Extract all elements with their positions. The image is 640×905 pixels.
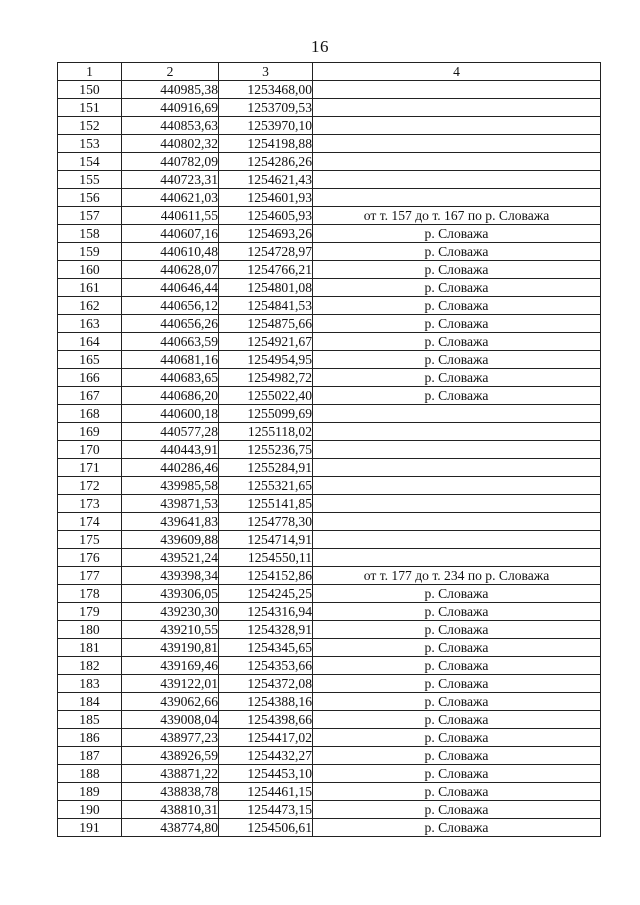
x-coordinate-cell: 440443,91 (122, 441, 219, 459)
table-row (58, 477, 601, 495)
point-number-cell: 156 (58, 189, 122, 207)
x-coordinate-cell: 440686,20 (122, 387, 219, 405)
x-coordinate-cell: 440607,16 (122, 225, 219, 243)
y-coordinate-cell: 1254766,21 (219, 261, 313, 279)
description-cell: р. Словажа (313, 621, 601, 639)
y-coordinate-cell: 1254621,43 (219, 171, 313, 189)
point-number-cell: 187 (58, 747, 122, 765)
description-cell (313, 495, 601, 513)
point-number-cell: 166 (58, 369, 122, 387)
x-coordinate-cell: 440802,32 (122, 135, 219, 153)
column-header-point-number: 1 (58, 63, 122, 81)
table-header-row (58, 63, 601, 81)
y-coordinate-cell: 1254372,08 (219, 675, 313, 693)
table-row (58, 513, 601, 531)
table-row (58, 819, 601, 837)
x-coordinate-cell: 438871,22 (122, 765, 219, 783)
x-coordinate-cell: 438838,78 (122, 783, 219, 801)
description-cell: р. Словажа (313, 801, 601, 819)
table-row (58, 297, 601, 315)
point-number-cell: 151 (58, 99, 122, 117)
y-coordinate-cell: 1254605,93 (219, 207, 313, 225)
y-coordinate-cell: 1254388,16 (219, 693, 313, 711)
y-coordinate-cell: 1255118,02 (219, 423, 313, 441)
point-number-cell: 190 (58, 801, 122, 819)
point-number-cell: 165 (58, 351, 122, 369)
y-coordinate-cell: 1254550,11 (219, 549, 313, 567)
table-row (58, 585, 601, 603)
x-coordinate-cell: 440681,16 (122, 351, 219, 369)
point-number-cell: 174 (58, 513, 122, 531)
x-coordinate-cell: 440985,38 (122, 81, 219, 99)
x-coordinate-cell: 440600,18 (122, 405, 219, 423)
y-coordinate-cell: 1254875,66 (219, 315, 313, 333)
page-number: 16 (311, 37, 329, 56)
point-number-cell: 155 (58, 171, 122, 189)
x-coordinate-cell: 439230,30 (122, 603, 219, 621)
x-coordinate-cell: 439169,46 (122, 657, 219, 675)
table-row (58, 333, 601, 351)
point-number-cell: 159 (58, 243, 122, 261)
x-coordinate-cell: 439210,55 (122, 621, 219, 639)
coordinates-table (57, 62, 601, 837)
x-coordinate-cell: 440656,12 (122, 297, 219, 315)
x-coordinate-cell: 439641,83 (122, 513, 219, 531)
x-coordinate-cell: 439609,88 (122, 531, 219, 549)
table-row (58, 657, 601, 675)
column-header-x-coordinate: 2 (122, 63, 219, 81)
column-header-y-coordinate: 3 (219, 63, 313, 81)
description-cell: р. Словажа (313, 585, 601, 603)
description-cell (313, 99, 601, 117)
x-coordinate-cell: 438926,59 (122, 747, 219, 765)
description-cell (313, 135, 601, 153)
description-cell: р. Словажа (313, 315, 601, 333)
description-cell: р. Словажа (313, 729, 601, 747)
table-row (58, 711, 601, 729)
description-cell: р. Словажа (313, 261, 601, 279)
y-coordinate-cell: 1254506,61 (219, 819, 313, 837)
description-cell: р. Словажа (313, 639, 601, 657)
point-number-cell: 171 (58, 459, 122, 477)
y-coordinate-cell: 1254432,27 (219, 747, 313, 765)
x-coordinate-cell: 439985,58 (122, 477, 219, 495)
y-coordinate-cell: 1254316,94 (219, 603, 313, 621)
x-coordinate-cell: 438977,23 (122, 729, 219, 747)
point-number-cell: 157 (58, 207, 122, 225)
y-coordinate-cell: 1255321,65 (219, 477, 313, 495)
table-row (58, 621, 601, 639)
point-number-cell: 167 (58, 387, 122, 405)
table-row (58, 99, 601, 117)
x-coordinate-cell: 439122,01 (122, 675, 219, 693)
point-number-cell: 168 (58, 405, 122, 423)
y-coordinate-cell: 1254345,65 (219, 639, 313, 657)
x-coordinate-cell: 439398,34 (122, 567, 219, 585)
description-cell: р. Словажа (313, 279, 601, 297)
description-cell: р. Словажа (313, 747, 601, 765)
y-coordinate-cell: 1254714,91 (219, 531, 313, 549)
table-row (58, 639, 601, 657)
y-coordinate-cell: 1254801,08 (219, 279, 313, 297)
table-row (58, 171, 601, 189)
y-coordinate-cell: 1254982,72 (219, 369, 313, 387)
y-coordinate-cell: 1255236,75 (219, 441, 313, 459)
table-row (58, 441, 601, 459)
table-row (58, 315, 601, 333)
point-number-cell: 179 (58, 603, 122, 621)
description-cell (313, 477, 601, 495)
table-row (58, 459, 601, 477)
table-row (58, 423, 601, 441)
description-cell: р. Словажа (313, 333, 601, 351)
x-coordinate-cell: 439062,66 (122, 693, 219, 711)
point-number-cell: 158 (58, 225, 122, 243)
point-number-cell: 163 (58, 315, 122, 333)
table-row (58, 603, 601, 621)
table-row (58, 153, 601, 171)
table-body (58, 81, 601, 837)
x-coordinate-cell: 440621,03 (122, 189, 219, 207)
description-cell: р. Словажа (313, 603, 601, 621)
description-cell: р. Словажа (313, 765, 601, 783)
point-number-cell: 161 (58, 279, 122, 297)
y-coordinate-cell: 1254398,66 (219, 711, 313, 729)
x-coordinate-cell: 439871,53 (122, 495, 219, 513)
table-row (58, 261, 601, 279)
table-row (58, 207, 601, 225)
point-number-cell: 152 (58, 117, 122, 135)
table-row (58, 369, 601, 387)
point-number-cell: 180 (58, 621, 122, 639)
point-number-cell: 182 (58, 657, 122, 675)
description-cell (313, 513, 601, 531)
y-coordinate-cell: 1254473,15 (219, 801, 313, 819)
y-coordinate-cell: 1254245,25 (219, 585, 313, 603)
y-coordinate-cell: 1254601,93 (219, 189, 313, 207)
table-row (58, 729, 601, 747)
point-number-cell: 150 (58, 81, 122, 99)
y-coordinate-cell: 1254152,86 (219, 567, 313, 585)
point-number-cell: 181 (58, 639, 122, 657)
y-coordinate-cell: 1254286,26 (219, 153, 313, 171)
x-coordinate-cell: 440286,46 (122, 459, 219, 477)
point-number-cell: 191 (58, 819, 122, 837)
description-cell (313, 171, 601, 189)
y-coordinate-cell: 1255099,69 (219, 405, 313, 423)
y-coordinate-cell: 1255022,40 (219, 387, 313, 405)
point-number-cell: 154 (58, 153, 122, 171)
table-row (58, 405, 601, 423)
y-coordinate-cell: 1254693,26 (219, 225, 313, 243)
table-row (58, 693, 601, 711)
x-coordinate-cell: 440628,07 (122, 261, 219, 279)
description-cell (313, 81, 601, 99)
description-cell: р. Словажа (313, 675, 601, 693)
description-cell: р. Словажа (313, 819, 601, 837)
point-number-cell: 153 (58, 135, 122, 153)
x-coordinate-cell: 438810,31 (122, 801, 219, 819)
point-number-cell: 164 (58, 333, 122, 351)
point-number-cell: 178 (58, 585, 122, 603)
y-coordinate-cell: 1254778,30 (219, 513, 313, 531)
table-row (58, 801, 601, 819)
x-coordinate-cell: 440663,59 (122, 333, 219, 351)
point-number-cell: 162 (58, 297, 122, 315)
point-number-cell: 173 (58, 495, 122, 513)
description-cell: р. Словажа (313, 693, 601, 711)
point-number-cell: 184 (58, 693, 122, 711)
y-coordinate-cell: 1255284,91 (219, 459, 313, 477)
y-coordinate-cell: 1253970,10 (219, 117, 313, 135)
description-cell: р. Словажа (313, 387, 601, 405)
table-row (58, 675, 601, 693)
point-number-cell: 183 (58, 675, 122, 693)
description-cell (313, 459, 601, 477)
description-cell (313, 531, 601, 549)
point-number-cell: 177 (58, 567, 122, 585)
description-cell: от т. 177 до т. 234 по р. Словажа (313, 567, 601, 585)
y-coordinate-cell: 1253709,53 (219, 99, 313, 117)
point-number-cell: 175 (58, 531, 122, 549)
y-coordinate-cell: 1255141,85 (219, 495, 313, 513)
y-coordinate-cell: 1254841,53 (219, 297, 313, 315)
x-coordinate-cell: 440723,31 (122, 171, 219, 189)
table-row (58, 387, 601, 405)
point-number-cell: 160 (58, 261, 122, 279)
x-coordinate-cell: 440577,28 (122, 423, 219, 441)
x-coordinate-cell: 440683,65 (122, 369, 219, 387)
x-coordinate-cell: 440656,26 (122, 315, 219, 333)
x-coordinate-cell: 438774,80 (122, 819, 219, 837)
table-row (58, 81, 601, 99)
y-coordinate-cell: 1254453,10 (219, 765, 313, 783)
point-number-cell: 169 (58, 423, 122, 441)
x-coordinate-cell: 440611,55 (122, 207, 219, 225)
x-coordinate-cell: 439306,05 (122, 585, 219, 603)
description-cell: р. Словажа (313, 783, 601, 801)
table-row (58, 351, 601, 369)
description-cell: от т. 157 до т. 167 по р. Словажа (313, 207, 601, 225)
table-row (58, 135, 601, 153)
table-row (58, 189, 601, 207)
y-coordinate-cell: 1254728,97 (219, 243, 313, 261)
table-row (58, 549, 601, 567)
description-cell: р. Словажа (313, 297, 601, 315)
table-row (58, 765, 601, 783)
point-number-cell: 185 (58, 711, 122, 729)
x-coordinate-cell: 440610,48 (122, 243, 219, 261)
point-number-cell: 189 (58, 783, 122, 801)
description-cell (313, 189, 601, 207)
y-coordinate-cell: 1254353,66 (219, 657, 313, 675)
description-cell (313, 441, 601, 459)
table-row (58, 495, 601, 513)
description-cell (313, 549, 601, 567)
point-number-cell: 172 (58, 477, 122, 495)
x-coordinate-cell: 440782,09 (122, 153, 219, 171)
description-cell: р. Словажа (313, 243, 601, 261)
table-row (58, 117, 601, 135)
table-row (58, 279, 601, 297)
description-cell: р. Словажа (313, 351, 601, 369)
table-row (58, 225, 601, 243)
y-coordinate-cell: 1254921,67 (219, 333, 313, 351)
table-row (58, 531, 601, 549)
x-coordinate-cell: 439521,24 (122, 549, 219, 567)
y-coordinate-cell: 1254417,02 (219, 729, 313, 747)
y-coordinate-cell: 1254198,88 (219, 135, 313, 153)
y-coordinate-cell: 1254954,95 (219, 351, 313, 369)
y-coordinate-cell: 1253468,00 (219, 81, 313, 99)
x-coordinate-cell: 439190,81 (122, 639, 219, 657)
y-coordinate-cell: 1254328,91 (219, 621, 313, 639)
description-cell: р. Словажа (313, 657, 601, 675)
description-cell: р. Словажа (313, 369, 601, 387)
x-coordinate-cell: 440916,69 (122, 99, 219, 117)
description-cell: р. Словажа (313, 711, 601, 729)
description-cell (313, 153, 601, 171)
x-coordinate-cell: 440853,63 (122, 117, 219, 135)
description-cell (313, 117, 601, 135)
description-cell (313, 423, 601, 441)
point-number-cell: 176 (58, 549, 122, 567)
point-number-cell: 186 (58, 729, 122, 747)
table-row (58, 567, 601, 585)
y-coordinate-cell: 1254461,15 (219, 783, 313, 801)
table-row (58, 747, 601, 765)
x-coordinate-cell: 439008,04 (122, 711, 219, 729)
column-header-description: 4 (313, 63, 601, 81)
point-number-cell: 170 (58, 441, 122, 459)
x-coordinate-cell: 440646,44 (122, 279, 219, 297)
description-cell: р. Словажа (313, 225, 601, 243)
description-cell (313, 405, 601, 423)
table-row (58, 783, 601, 801)
point-number-cell: 188 (58, 765, 122, 783)
table-row (58, 243, 601, 261)
